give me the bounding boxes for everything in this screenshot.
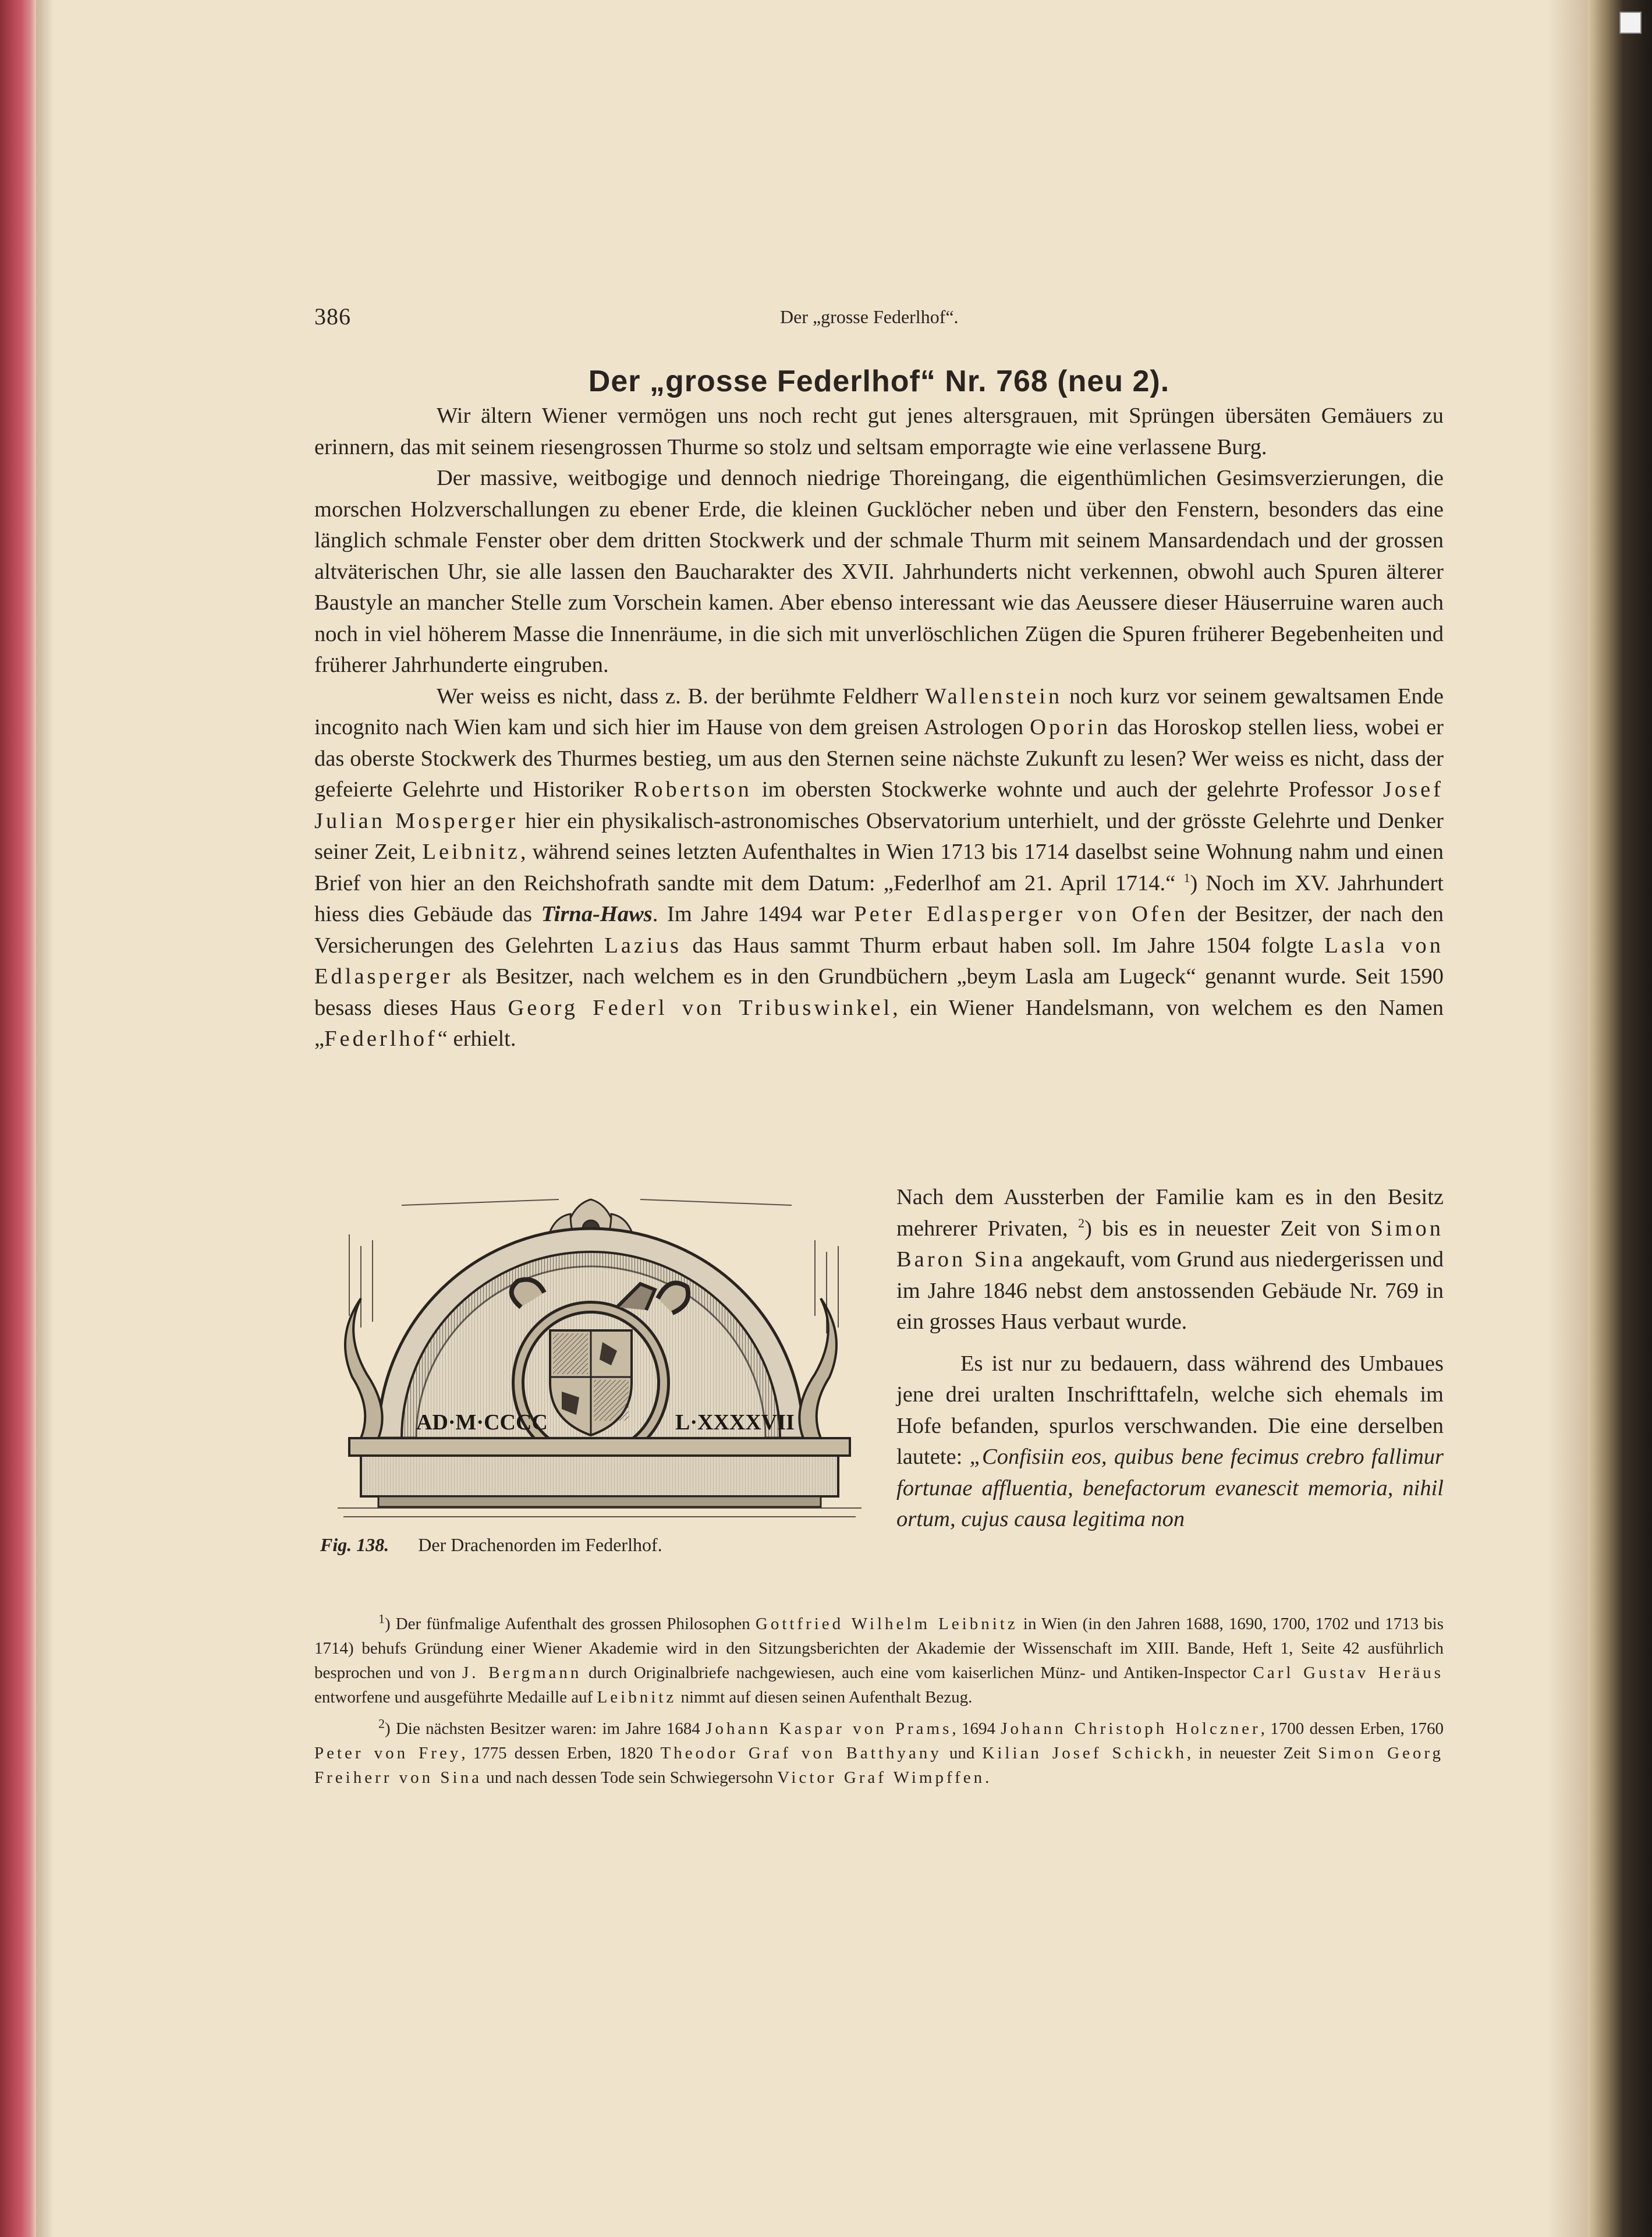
spaced-name: Leibnitz bbox=[422, 840, 520, 864]
spaced-name: Johann Kaspar von Prams bbox=[706, 1719, 952, 1738]
latin-inscription-quote: „Confisiin eos, quibus bene fecimus crebro fallimur fortunae affluentia, benefactorum evanescit memoria, nihil ortum, cujus causa legitima non bbox=[896, 1445, 1444, 1531]
text-run: und nach dessen Tode sein Schwiegersohn bbox=[481, 1768, 778, 1787]
inscription-left: AD·M·CCCC bbox=[416, 1410, 548, 1435]
text-run: als Besitzer, nach welchem es in den Grundbüchern „beym Lasla am Lugeck“ genannt wurde. Seit 1590 besass dieses Haus bbox=[314, 964, 1444, 1020]
chapter-heading: Der „grosse Federlhof“ Nr. 768 (neu 2). bbox=[588, 364, 1170, 398]
text-run: , 1694 bbox=[952, 1719, 1001, 1738]
text-run: durch Originalbriefe nachgewiesen, auch eine vom kaiserlichen Münz- und Antiken-Inspector bbox=[582, 1663, 1253, 1682]
book-spine-left-edge bbox=[0, 0, 36, 2237]
page-number: 386 bbox=[314, 303, 351, 330]
text-run: , ein Wiener Handelsmann, von welchem es den Namen „ bbox=[314, 995, 1444, 1051]
paragraph-1: Wir ältern Wiener vermögen uns noch recht gut jenes altersgrauen, mit Sprüngen übersäten Gemäuers zu erinnern, das mit seinem riesengrossen Thurme so stolz und seltsam emporragte wie eine verlassene Burg. bbox=[314, 403, 1444, 459]
text-run: das Horoskop stellen liess, wobei er das oberste Stockwerk des Thurmes bestieg, um aus den Sternen seine nächste Zukunft zu lesen? Wer weiss es nicht, dass der gefeierte Gelehrte und Historiker bbox=[314, 715, 1444, 802]
page-edge-shadow bbox=[1547, 0, 1588, 2237]
spaced-name: Georg Federl von Tribuswinkel bbox=[508, 995, 893, 1020]
spaced-name: Wallenstein bbox=[925, 684, 1063, 709]
footnote-mark: 2 bbox=[378, 1716, 385, 1731]
text-run: “ erhielt. bbox=[437, 1027, 516, 1051]
text-run: ) Der fünfmalige Aufenthalt des grossen Philosophen bbox=[385, 1615, 756, 1633]
cornice-top bbox=[349, 1438, 850, 1456]
text-run: entworfene und ausgeführte Medaille auf bbox=[314, 1688, 597, 1707]
spaced-name: Victor Graf Wimpffen bbox=[777, 1768, 985, 1787]
spaced-name: Robertson bbox=[633, 777, 752, 802]
spaced-name: Oporin bbox=[1030, 715, 1111, 739]
running-head bbox=[314, 303, 1444, 338]
text-run: , 1700 dessen Erben, 1760 bbox=[1260, 1719, 1444, 1738]
spaced-name: Lasla von Edlasperger bbox=[314, 933, 1444, 989]
text-run: . bbox=[985, 1768, 990, 1787]
side-paragraph-1 bbox=[896, 1182, 1444, 1338]
text-run: ) Noch im XV. Jahrhundert hiess dies Gebäude das bbox=[314, 870, 1444, 926]
book-page bbox=[314, 303, 1444, 1886]
gutter-shadow bbox=[36, 0, 54, 2237]
text-run: , in neuester Zeit bbox=[1187, 1744, 1318, 1762]
text-run: hier ein physikalisch-astronomisches Observatorium unterhielt, und der grösste Gelehrte und Denker seiner Zeit, bbox=[314, 808, 1444, 864]
text-run: ) bis es in neuester Zeit von bbox=[1084, 1216, 1371, 1241]
lintel-shading bbox=[361, 1456, 838, 1496]
spaced-name: Carl Gustav Heräus bbox=[1253, 1663, 1444, 1682]
spaced-name: Theodor Graf von Batthyany bbox=[660, 1744, 942, 1762]
text-run: das Haus sammt Thurm erbaut haben soll. Im Jahre 1504 folgte bbox=[681, 933, 1325, 958]
footnote-reference: 2 bbox=[1078, 1215, 1085, 1230]
figure-caption-text: Der Drachenorden im Federlhof. bbox=[418, 1534, 662, 1555]
drachenorden-engraving bbox=[314, 1182, 885, 1531]
spaced-name: Peter von Frey bbox=[314, 1744, 462, 1762]
footnote-mark: 1 bbox=[378, 1611, 385, 1626]
spaced-name: Josef Julian Mosperger bbox=[314, 777, 1444, 833]
text-run: und bbox=[941, 1744, 983, 1762]
side-column-text bbox=[896, 1182, 1444, 1535]
text-run: nimmt auf diesen seinen Aufenthalt Bezug. bbox=[676, 1688, 973, 1707]
figure-and-side-text bbox=[314, 1182, 1444, 1590]
footnote-2 bbox=[314, 1716, 1444, 1790]
figure-caption bbox=[320, 1534, 662, 1556]
scan-calibration-patch bbox=[1619, 12, 1642, 34]
book-right-edge bbox=[1588, 0, 1652, 2237]
spaced-name: Gottfried Wilhelm Leibnitz bbox=[755, 1615, 1018, 1633]
spaced-name: Peter Edlasperger von Ofen bbox=[854, 902, 1189, 926]
side-paragraph-2 bbox=[896, 1348, 1444, 1535]
body-text bbox=[314, 401, 1444, 1055]
footnote-reference: 1 bbox=[1183, 870, 1190, 885]
text-run: Nach dem Aussterben der Familie kam es in den Besitz mehrerer Privaten, bbox=[896, 1185, 1444, 1241]
footnote-1 bbox=[314, 1612, 1444, 1709]
text-run: Es ist nur zu bedauern, dass während des Umbaues jene drei uralten Inschrifttafeln, welche sich ehemals im Hofe befanden, spurlos verschwanden. Die eine derselben lautete: bbox=[896, 1351, 1444, 1469]
spaced-name: Johann Christoph Holczner bbox=[1001, 1719, 1261, 1738]
figure-number: Fig. 138. bbox=[320, 1534, 389, 1555]
figure-138 bbox=[314, 1182, 885, 1555]
text-run: , während seines letzten Aufenthaltes in Wien 1713 bis 1714 daselbst seine Wohnung nahm und einen Brief von hier an den Reichshofrath sandte mit dem Datum: „Federlhof am 21. April 1714.“ bbox=[314, 840, 1444, 895]
footnotes bbox=[314, 1612, 1444, 1797]
text-run: noch kurz vor seinem gewaltsamen Ende incognito nach Wien kam und sich hier im Hause von dem greisen Astrologen bbox=[314, 684, 1444, 739]
spaced-name: J. Bergmann bbox=[462, 1663, 582, 1682]
volute-right bbox=[799, 1298, 836, 1438]
blackletter-term: Tirna-Haws bbox=[541, 902, 653, 926]
text-run: . Im Jahre 1494 war bbox=[652, 902, 855, 926]
text-run: Wer weiss es nicht, dass z. B. der berühmte Feldherr bbox=[437, 684, 926, 709]
spaced-name: Kilian Josef Schickh bbox=[982, 1744, 1187, 1762]
paragraph-2: Der massive, weitbogige und dennoch niedrige Thoreingang, die eigenthümlichen Gesimsverzierungen, die morschen Holzverschallungen zu ebener Erde, die kleinen Gucklöcher neben und über den Fenstern, besonders das eine länglich schmale Fenster ober dem dritten Stockwerk und der schmale Thurm mit seinem Mansardendach und der grossen altväterischen Uhr, sie alle lassen den Baucharakter des XVII. Jahrhunderts nicht verkennen, obwohl auch Spuren älterer Baustyle an mancher Stelle zum Vorschein kamen. Aber ebenso interessant wie das Aeussere dieser Häuserruine waren auch noch in viel höherem Masse die Innenräume, in die sich mit unverlöschlichen Zügen die Spuren früherer Begebenheiten und früherer Jahrhunderte eingruben. bbox=[314, 466, 1444, 677]
running-title: Der „grosse Federlhof“. bbox=[780, 306, 959, 327]
text-run: im obersten Stockwerke wohnte und auch der gelehrte Professor bbox=[751, 777, 1383, 802]
text-run: in Wien (in den Jahren 1688, 1690, 1700, 1702 und 1713 bis 1714) behufs Gründung einer Wiener Akademie wird in den Sitzungsberichten der Akademie der Wissenschaft im XIII. Bande, Heft 1, Seite 42 ausführlich besprochen und von bbox=[314, 1615, 1444, 1682]
inscription-right: L·XXXXVII bbox=[675, 1410, 795, 1435]
text-run: , 1775 dessen Erben, 1820 bbox=[461, 1744, 661, 1762]
lintel-base bbox=[378, 1496, 821, 1507]
spaced-name: Simon Georg Freiherr von Sina bbox=[314, 1744, 1444, 1787]
paragraph-3 bbox=[314, 681, 1444, 1055]
text-run: ) Die nächsten Besitzer waren: im Jahre 1684 bbox=[385, 1719, 706, 1738]
spaced-name: Lazius bbox=[604, 933, 682, 958]
volute-left bbox=[345, 1298, 382, 1438]
text-run: der Besitzer, der nach den Versicherungen des Gelehrten bbox=[314, 902, 1444, 958]
spaced-name: Simon Baron Sina bbox=[896, 1216, 1444, 1272]
spaced-name: Leibnitz bbox=[597, 1688, 677, 1707]
text-run: angekauft, vom Grund aus niedergerissen und im Jahre 1846 nebst dem anstossenden Gebäude Nr. 769 in ein grosses Haus verbaut wurde. bbox=[896, 1247, 1444, 1334]
spaced-name: Federlhof bbox=[324, 1027, 438, 1051]
